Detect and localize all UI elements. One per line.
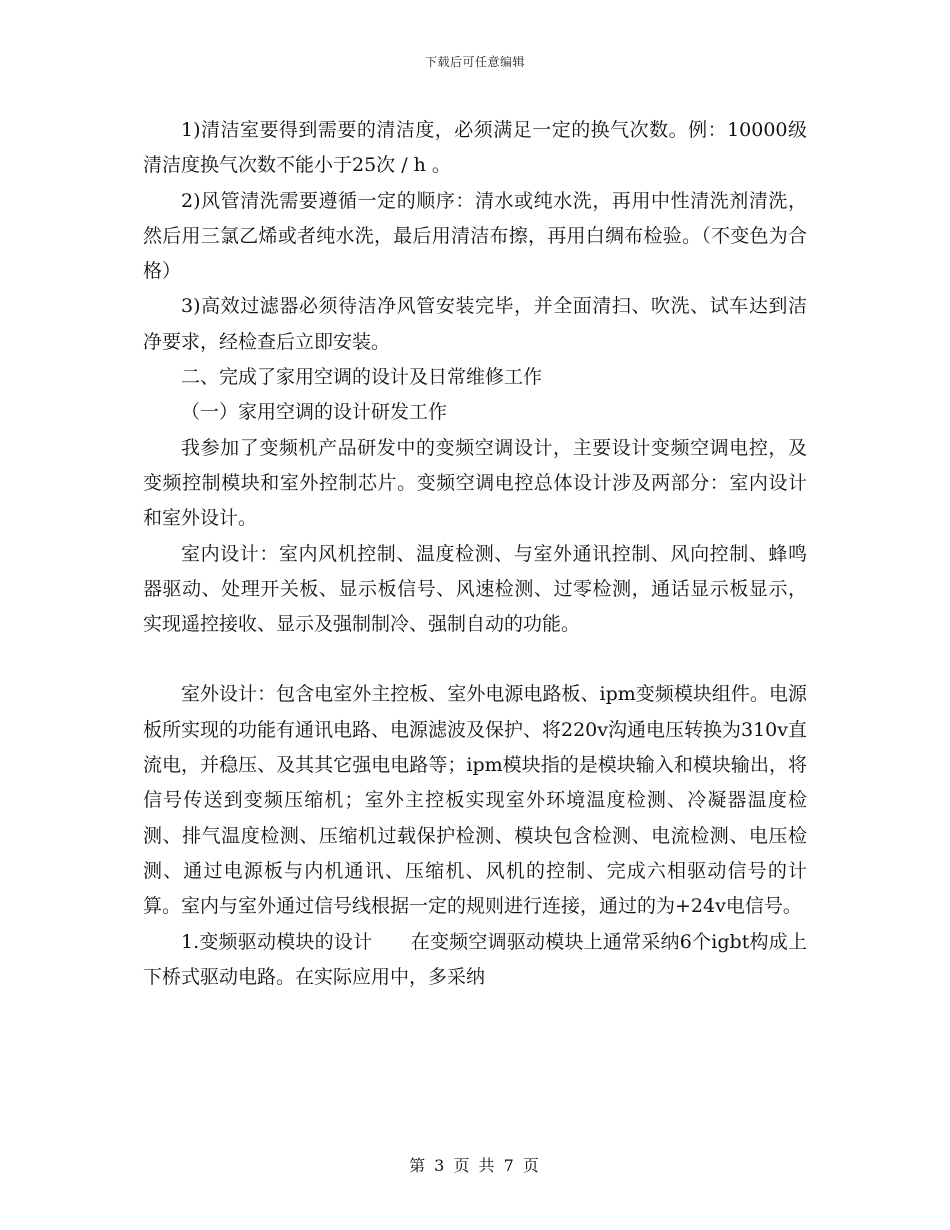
subsection-heading-design: （一）家用空调的设计研发工作 <box>181 401 448 424</box>
paragraph-outdoor-design: 室外设计：包含电室外主控板、室外电源电路板、ipm变频模块组件。电源板所实现的功能有通讯电路、电源滤波及保护、将220v沟通电压转换为310v直流电，并稳压、及其其它强电电路等；ipm模块指的是模块输入和模块输出，将信号传送到变频压缩机；室外主控板实现室外环境温度检测、冷凝器温度检测、排气温度检测、压缩机过载保护检测、模块包含检测、电流检测、电压检测、通过电源板与内机通讯、压缩机、风机的控制、完成六相驱动信号的计算。室内与室外通过信号线根据一定的规则进行连接，通过的为+24v电信号。 <box>143 683 807 918</box>
paragraph-indoor-design: 室内设计：室内风机控制、温度检测、与室外通讯控制、风向控制、蜂鸣器驱动、处理开关板、显示板信号、风速检测、过零检测，通话显示板显示，实现遥控接收、显示及强制制冷、强制自动的功能。 <box>143 542 807 636</box>
paragraph-duct-cleaning: 2)风管清洗需要遵循一定的顺序：清水或纯水洗，再用中性清洗剂清洗，然后用三氯乙烯或者纯水洗，最后用清洁布擦，再用白绸布检验。（不变色为合格） <box>143 189 807 283</box>
page-header-note: 下载后可任意编辑 <box>424 55 525 69</box>
paragraph-spacer <box>143 642 807 677</box>
paragraph-hepa-filter: 3)高效过滤器必须待洁净风管安装完毕，并全面清扫、吹洗、试车达到洁净要求，经检查后立即安装。 <box>143 295 807 353</box>
section-heading-home-ac: 二、完成了家用空调的设计及日常维修工作 <box>181 366 543 389</box>
document-body <box>143 113 807 995</box>
paragraph-air-changes: 1)清洁室要得到需要的清洁度，必须满足一定的换气次数。例：10000级清洁度换气次数不能小于25次 / h 。 <box>143 119 807 177</box>
page-number: 第 3 页 共 7 页 <box>409 1156 541 1175</box>
paragraph-drive-module: 1.变频驱动模块的设计 在变频空调驱动模块上通常采纳6个igbt构成上下桥式驱动电路。在实际应用中，多采纳 <box>143 930 807 988</box>
paragraph-inverter-design: 我参加了变频机产品研发中的变频空调设计，主要设计变频空调电控，及变频控制模块和室外控制芯片。变频空调电控总体设计涉及两部分：室内设计和室外设计。 <box>143 436 807 530</box>
